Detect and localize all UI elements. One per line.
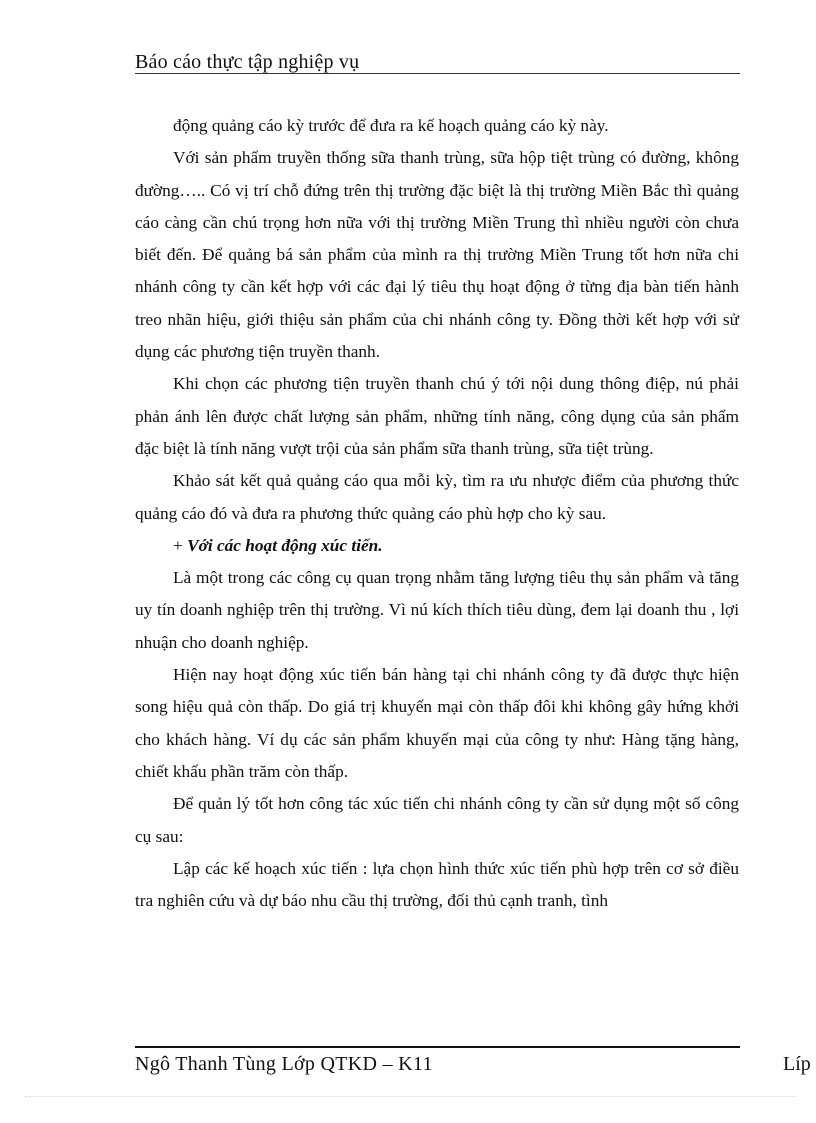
paragraph: Khảo sát kết quả quảng cáo qua mỗi kỳ, tìm ra ưu nhược điểm của phương thức quảng cáo đó và đưa ra phương thức quảng cáo phù hợp cho kỳ sau. bbox=[135, 471, 739, 523]
paragraph: động quảng cáo kỳ trước để đưa ra kế hoạch quảng cáo kỳ này. bbox=[173, 116, 609, 135]
paragraph: Là một trong các công cụ quan trọng nhằm tăng lượng tiêu thụ sản phẩm và tăng uy tín doanh nghiệp trên thị trường. Vì nú kích thích tiêu dùng, đem lại doanh thu , lợi nhuận cho doanh nghiệp. bbox=[135, 568, 739, 652]
paragraph: Lập các kế hoạch xúc tiến : lựa chọn hình thức xúc tiến phù hợp trên cơ sở điều tra nghiên cứu và dự báo nhu cầu thị trường, đối thủ cạnh tranh, tình bbox=[135, 858, 739, 911]
section-heading bbox=[135, 530, 739, 562]
heading-text: Với các hoạt động xúc tiến. bbox=[187, 535, 383, 555]
paragraph: Để quản lý tốt hơn công tác xúc tiến chi nhánh công ty cần sử dụng một số công cụ sau: bbox=[135, 794, 739, 846]
paragraph: Với sản phẩm truyền thống sữa thanh trùng, sữa hộp tiệt trùng có đường, không đường….. Có vị trí chỗ đứng trên thị trường đặc biệt là thị trường Miền Bắc thì quảng cáo càng cần chú trọng hơn nữa với thị trường Miền Trung thì nhiều người còn chưa biết đến. Để quảng bá sản phẩm của mình ra thị trường Miền Trung tốt hơn nữa chi nhánh công ty cần kết hợp với các đại lý tiêu thụ hoạt động ở từng địa bàn tiến hành treo nhãn hiệu, giới thiệu sản phẩm của chi nhánh công ty. Đồng thời kết hợp với sử dụng các phương tiện truyền thanh. bbox=[135, 148, 739, 362]
header-divider bbox=[135, 73, 740, 74]
document-body bbox=[135, 110, 739, 917]
heading-plus: + bbox=[173, 535, 183, 555]
footer-author: Ngô Thanh Tùng Lớp QTKD – K11 bbox=[135, 1053, 433, 1075]
page-bottom-edge bbox=[25, 1096, 795, 1097]
paragraph: Khi chọn các phương tiện truyền thanh chú ý tới nội dung thông điệp, nú phải phản ánh lên được chất lượng sản phẩm, những tính năng, công dụng của sản phẩm đặc biệt là tính năng vượt trội của sản phẩm sữa thanh trùng, sữa tiệt trùng. bbox=[135, 374, 739, 458]
footer-class-fragment: Líp bbox=[783, 1053, 811, 1075]
footer-divider bbox=[135, 1046, 740, 1048]
paragraph: Hiện nay hoạt động xúc tiến bán hàng tại chi nhánh công ty đã được thực hiện song hiệu quả còn thấp. Do giá trị khuyến mại còn thấp đôi khi không gây hứng khởi cho khách hàng. Ví dụ các sản phẩm khuyến mại của công ty như: Hàng tặng hàng, chiết khấu phần trăm còn thấp. bbox=[135, 665, 739, 781]
page-header-title: Báo cáo thực tập nghiệp vụ bbox=[135, 51, 360, 73]
